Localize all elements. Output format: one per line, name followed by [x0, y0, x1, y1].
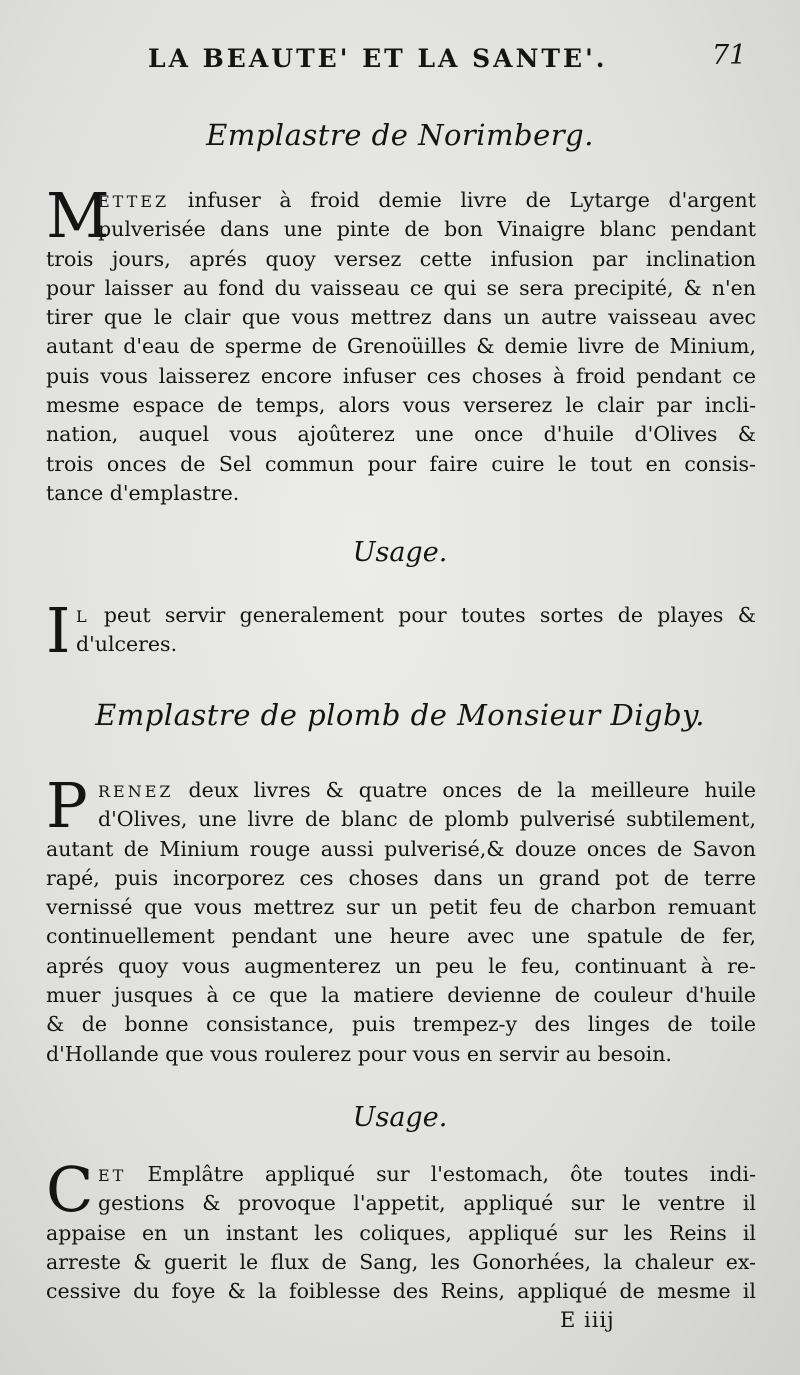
text-line: nation, auquel vous ajoûterez une once d'huile d'Olives &: [46, 422, 756, 447]
lead-word: ETTEZ: [98, 192, 170, 211]
text-line: Emplâtre appliqué sur l'estomach, ôte toutes indi-: [147, 1162, 756, 1186]
signature-mark: E iiij: [560, 1308, 615, 1332]
text-line: d'ulceres.: [76, 632, 178, 657]
text-line: tance d'emplastre.: [46, 480, 240, 505]
drop-cap: C: [46, 1153, 94, 1226]
usage-heading-1: Usage.: [352, 537, 448, 568]
text-line: autant d'eau de sperme de Grenoüilles & demie livre de Minium,: [46, 334, 756, 359]
text-line: autant de Minium rouge aussi pulverisé,& douze onces de Savon: [46, 836, 756, 861]
text-line: rapé, puis incorporez ces choses dans un grand pot de terre: [46, 865, 756, 890]
text-line: d'Olives, une livre de blanc de plomb pulverisé subtilement,: [98, 807, 756, 832]
section-title-norimberg: Emplastre de Norimberg.: [206, 118, 594, 152]
text-line: aprés quoy vous augmenterez un peu le feu, continuant à re-: [46, 953, 756, 978]
text-line: d'Hollande que vous roulerez pour vous en servir au besoin.: [46, 1041, 672, 1066]
paragraph-usage-2: [46, 1153, 756, 1306]
text-line: mesme espace de temps, alors vous verserez le clair par incli-: [46, 393, 756, 418]
drop-cap: P: [46, 769, 88, 842]
usage-heading-2: Usage.: [352, 1102, 448, 1133]
lead-word: L: [76, 607, 90, 626]
text-line: pour laisser au fond du vaisseau ce qui se sera precipité, & n'en: [46, 275, 756, 300]
lead-word: RENEZ: [98, 782, 174, 801]
text-line: trois onces de Sel commun pour faire cuire le tout en consis-: [46, 451, 756, 476]
section-title-digby: Emplastre de plomb de Monsieur Digby.: [95, 698, 705, 732]
text-line: infuser à froid demie livre de Lytarge d'argent: [187, 188, 756, 212]
text-line: muer jusques à ce que la matiere devienne de couleur d'huile: [46, 983, 756, 1008]
text-line: tirer que le clair que vous mettrez dans un autre vaisseau avec: [46, 305, 756, 330]
text-line: deux livres & quatre onces de la meilleure huile: [188, 778, 756, 802]
text-line: cessive du foye & la foiblesse des Reins, appliqué de mesme il: [46, 1279, 756, 1304]
paragraph-norimberg: [46, 179, 756, 508]
page-header: [0, 40, 800, 80]
page-number: 71: [712, 40, 747, 71]
text-line: trois jours, aprés quoy versez cette infusion par inclination: [46, 246, 756, 271]
text-line: puis vous laisserez encore infuser ces choses à froid pendant ce: [46, 363, 756, 388]
text-line: gestions & provoque l'appetit, appliqué sur le ventre il: [98, 1191, 756, 1216]
text-line: pulverisée dans une pinte de bon Vinaigre blanc pendant: [98, 217, 756, 242]
running-head: LA BEAUTE' ET LA SANTE'.: [148, 44, 608, 73]
text-line: continuellement pendant une heure avec une spatule de fer,: [46, 924, 756, 949]
lead-word: ET: [98, 1166, 127, 1185]
text-line: arreste & guerit le flux de Sang, les Gonorhées, la chaleur ex-: [46, 1249, 756, 1274]
text-line: vernissé que vous mettrez sur un petit feu de charbon remuant: [46, 895, 756, 920]
text-line: appaise en un instant les coliques, appliqué sur les Reins il: [46, 1220, 756, 1245]
paragraph-digby: [46, 769, 756, 1069]
paragraph-usage-1: [46, 594, 756, 667]
drop-cap: I: [46, 594, 71, 667]
text-line: peut servir generalement pour toutes sortes de playes &: [103, 603, 756, 627]
text-line: & de bonne consistance, puis trempez-y des linges de toile: [46, 1012, 756, 1037]
drop-cap: M: [46, 179, 110, 252]
